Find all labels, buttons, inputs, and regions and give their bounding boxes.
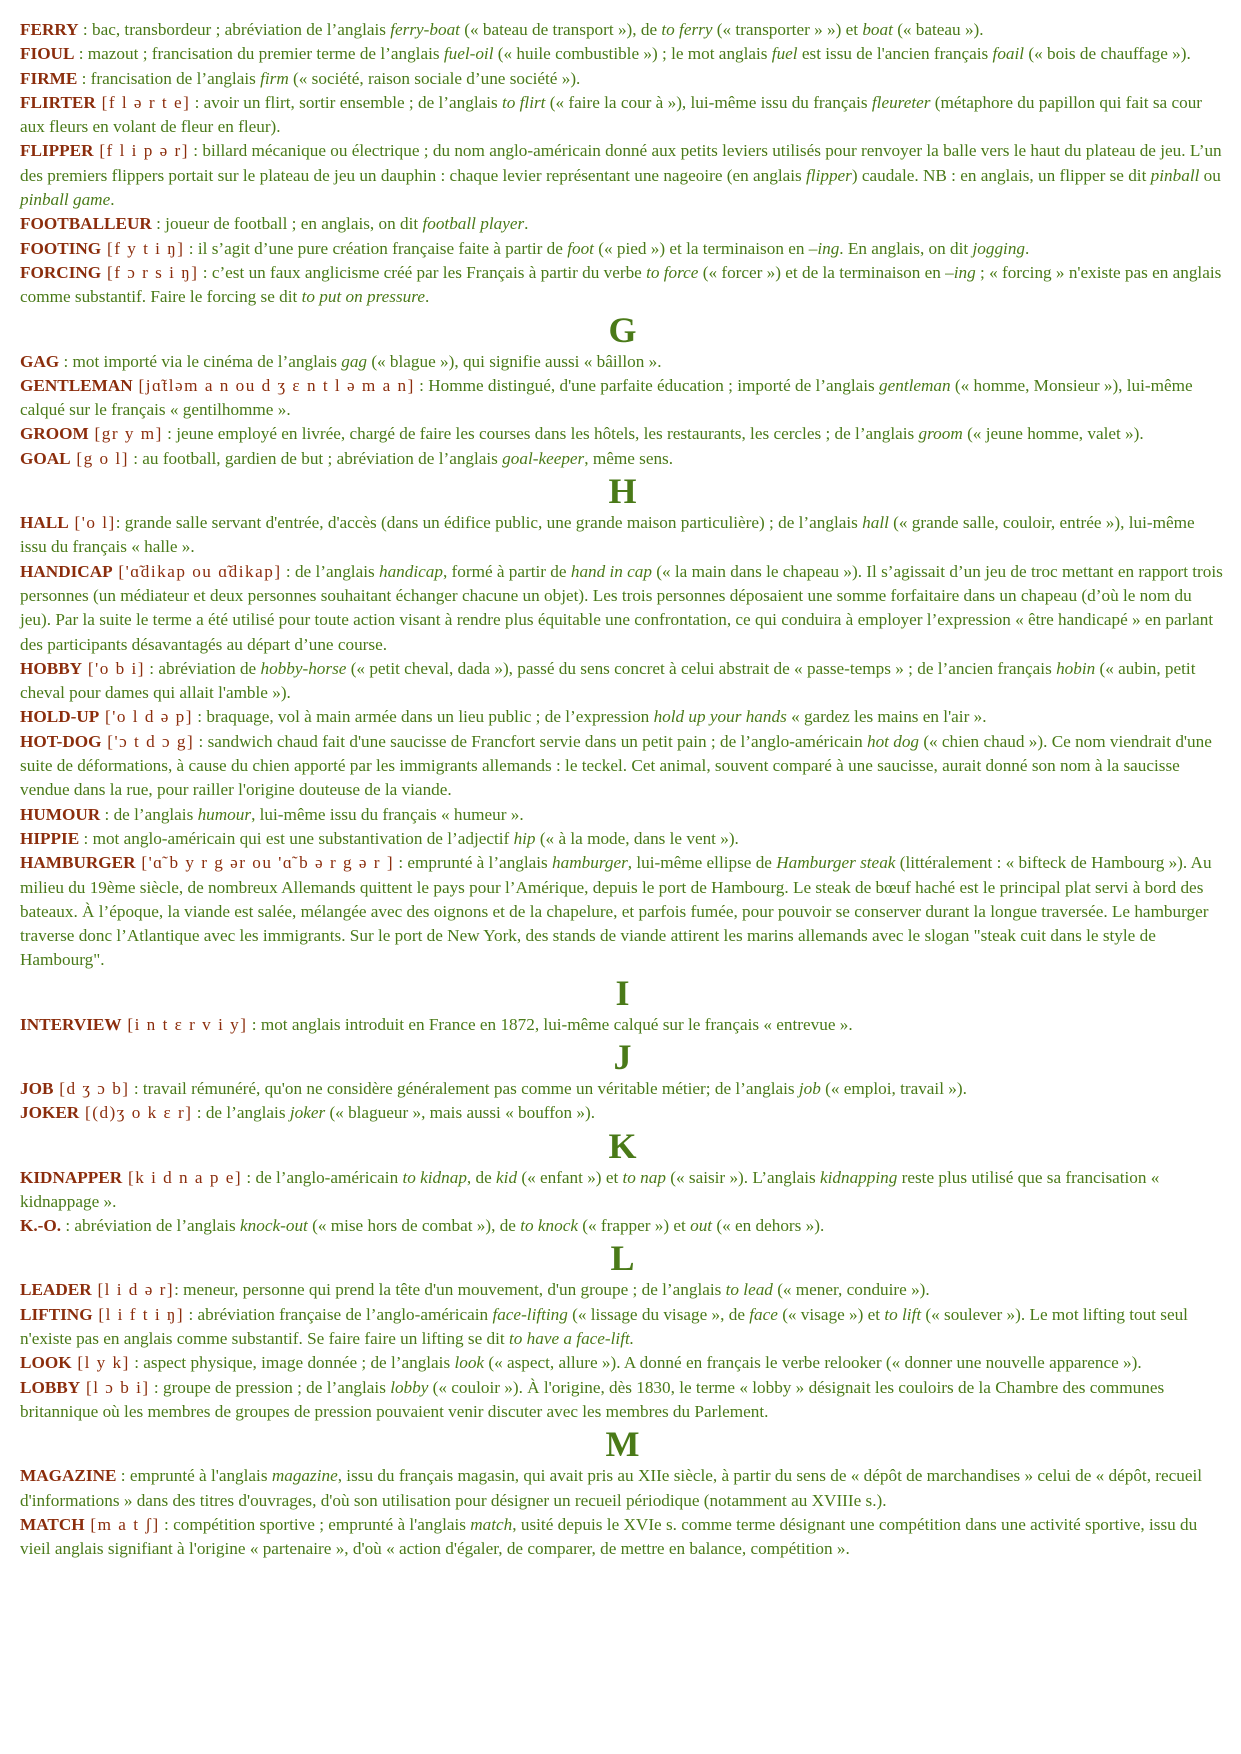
glossary-entry <box>20 139 1225 212</box>
entry-definition-text: : francisation de l’anglais <box>77 68 261 88</box>
glossary-entry <box>20 1278 1225 1302</box>
entry-definition-text: . <box>524 214 529 234</box>
entry-definition-text: : braquage, vol à main armée dans un lieu public ; de l’expression <box>192 707 654 727</box>
entry-definition-text: (« blague »), qui signifie aussi « bâillon ». <box>367 351 662 371</box>
entry-definition-text: : emprunté à l'anglais <box>116 1466 272 1486</box>
entry-headword: GENTLEMAN <box>20 375 133 395</box>
entry-definition-text: (« aubin, petit cheval pour dames qui allait l'amble »). <box>20 658 1196 703</box>
entry-italic-term: foail <box>992 44 1025 64</box>
entry-headword: K.-O. <box>20 1216 62 1236</box>
entry-headword: KIDNAPPER <box>20 1167 123 1187</box>
glossary-entry <box>20 511 1225 560</box>
entry-definition-text: : joueur de football ; en anglais, on dit <box>151 214 423 234</box>
entry-definition-text: « gardez les mains en l'air ». <box>786 707 987 727</box>
entry-definition-text: : avoir un flirt, sortir ensemble ; de l’anglais <box>190 92 502 112</box>
entry-definition-text: (métaphore du papillon qui fait sa cour aux fleurs en volant de fleur en fleur). <box>20 92 1203 137</box>
entry-italic-term: hobin <box>1056 658 1096 678</box>
glossary-entry <box>20 1101 1225 1125</box>
entry-italic-term: to have a face-lift. <box>509 1329 635 1349</box>
entry-definition-text: : c’est un faux anglicisme créé par les Français à partir du verbe <box>198 262 647 282</box>
section-letter: L <box>610 1238 635 1279</box>
glossary-entry <box>20 730 1225 803</box>
entry-italic-term: lobby <box>390 1377 429 1397</box>
entry-definition-text: : jeune employé en livrée, chargé de faire les courses dans les hôtels, les restaurants, les cercles ; de l’anglais <box>162 424 919 444</box>
entry-italic-term: kidnapping <box>820 1167 898 1187</box>
section-letter: H <box>608 471 637 512</box>
entry-definition-text: : de l’anglo-américain <box>242 1167 403 1187</box>
entry-definition-text: , lui-même issu du français « humeur ». <box>251 804 524 824</box>
entry-italic-term: face <box>749 1304 778 1324</box>
entry-headword: LOOK <box>20 1353 72 1373</box>
glossary-entry <box>20 1464 1225 1513</box>
entry-pronunciation: [(d)ʒ o k ɛ r] <box>79 1103 193 1123</box>
entry-definition-text: (« frapper ») et <box>577 1216 691 1236</box>
entry-definition-text: , même sens. <box>584 448 674 468</box>
glossary-entry <box>20 705 1225 729</box>
entry-italic-term: humour <box>197 804 252 824</box>
entry-definition-text: est issu de l'ancien français <box>797 44 993 64</box>
glossary-entry <box>20 1513 1225 1562</box>
entry-italic-term: pinball game <box>20 190 111 210</box>
entry-italic-term: ferry-boat <box>390 20 460 39</box>
entry-italic-term: to kidnap <box>402 1167 467 1187</box>
entry-definition-text: (« homme, Monsieur »), lui-même calqué sur le français « gentilhomme ». <box>20 375 1193 420</box>
glossary-entry <box>20 422 1225 446</box>
entry-pronunciation: [l i d ə r] <box>91 1280 175 1300</box>
entry-headword: INTERVIEW <box>20 1014 122 1034</box>
entry-definition-text: , de <box>466 1167 497 1187</box>
entry-definition-text: (« huile combustible ») ; le mot anglais <box>493 44 772 64</box>
entry-italic-term: Hamburger steak <box>776 853 896 873</box>
glossary-entry <box>20 1077 1225 1101</box>
entry-italic-term: to nap <box>622 1167 666 1187</box>
entry-definition-text: (« aspect, allure »). A donné en français le verbe relooker (« donner une nouvelle apparence »). <box>484 1353 1142 1373</box>
entry-italic-term: to lead <box>725 1280 773 1300</box>
glossary-entry <box>20 212 1225 236</box>
entry-definition-text: : mot importé via le cinéma de l’anglais <box>59 351 342 371</box>
entry-italic-term: fleureter <box>871 92 931 112</box>
entry-definition-text: (« enfant ») et <box>517 1167 623 1187</box>
entry-italic-term: look <box>454 1353 485 1373</box>
entry-headword: HOBBY <box>20 658 83 678</box>
entry-pronunciation: [m a t ʃ] <box>84 1514 160 1534</box>
entry-definition-text: : groupe de pression ; de l’anglais <box>149 1377 391 1397</box>
entry-definition-text: : emprunté à l’anglais <box>394 853 553 873</box>
entry-italic-term: to lift <box>884 1304 922 1324</box>
glossary-entry <box>20 261 1225 310</box>
entry-italic-term: hand in cap <box>570 561 652 581</box>
entry-italic-term: foot <box>567 238 594 258</box>
entry-italic-term: to put on pressure <box>301 287 425 307</box>
glossary-entry <box>20 657 1225 706</box>
glossary-entry <box>20 91 1225 140</box>
entry-definition-text: (« couloir »). À l'origine, dès 1830, le terme « lobby » désignait les couloirs de la Chambre des communes britannique où les membres de groupes de pression pouvaient venir discuter avec les membres du Parlement. <box>20 1377 1165 1421</box>
glossary-entry <box>20 18 1225 42</box>
glossary-entry <box>20 350 1225 374</box>
entry-italic-term: goal-keeper <box>502 448 585 468</box>
entry-definition-text: (« transporter » ») et <box>712 20 863 39</box>
entry-headword: GOAL <box>20 448 71 468</box>
entry-pronunciation: ['o l] <box>68 513 116 533</box>
entry-definition-text: : sandwich chaud fait d'une saucisse de Francfort servie dans un petit pain ; de l’anglo-américain <box>194 731 867 751</box>
entry-definition-text: : mot anglais introduit en France en 1872, lui-même calqué sur le français « entrevue ». <box>247 1014 853 1034</box>
entry-italic-term: jogging <box>972 238 1026 258</box>
entry-pronunciation: [g o l] <box>70 448 129 468</box>
entry-headword: FOOTING <box>20 238 102 258</box>
entry-headword: HALL <box>20 513 69 533</box>
entry-italic-term: fuel-oil <box>443 44 494 64</box>
entry-italic-term: boat <box>862 20 893 39</box>
entry-pronunciation: [f l i p ə r] <box>93 141 189 161</box>
entry-definition-text: , issu du français magasin, qui avait pris au XIIe siècle, à partir du sens de « dépôt de marchandises » celui de « dépôt, recueil d'informations » dans des titres d'ouvrages, d'où son utilisation pour désigner un recueil périodique (notamment au XVIIIe s.). <box>20 1466 1203 1510</box>
entry-definition-text: ; « forcing » n'existe pas en anglais comme substantif. Faire le forcing se dit <box>20 262 1222 307</box>
entry-definition-text: : aspect physique, image donnée ; de l’anglais <box>129 1353 455 1373</box>
entry-definition-text: : abréviation de l’anglais <box>61 1216 241 1236</box>
entry-italic-term: to knock <box>520 1216 578 1236</box>
entry-headword: MATCH <box>20 1514 85 1534</box>
entry-definition-text: (« société, raison sociale d’une société »). <box>288 68 581 88</box>
entry-definition-text: : abréviation française de l’anglo-américain <box>184 1304 493 1324</box>
entry-definition-text: . <box>110 190 115 210</box>
entry-italic-term: hip <box>513 828 536 848</box>
entry-pronunciation: [l i f t i ŋ] <box>92 1304 185 1324</box>
entry-italic-term: hold up your hands <box>653 707 787 727</box>
entry-headword: HIPPIE <box>20 828 80 848</box>
entry-definition-text: (« petit cheval, dada »), passé du sens concret à celui abstrait de « passe-temps » ; de l’ancien français <box>346 658 1057 678</box>
entry-pronunciation: [l ɔ b i] <box>80 1377 150 1397</box>
glossary-page <box>20 18 1225 1561</box>
entry-pronunciation: [f ɔ r s i ŋ] <box>101 262 199 282</box>
entry-pronunciation: [gr y m] <box>88 424 163 444</box>
glossary-entry <box>20 803 1225 827</box>
entry-italic-term: face-lifting <box>492 1304 568 1324</box>
glossary-entry <box>20 851 1225 972</box>
entry-italic-term: hamburger <box>552 853 628 873</box>
entry-definition-text: : mazout ; francisation du premier terme de l’anglais <box>74 44 444 64</box>
entry-definition-text: : de l’anglais <box>100 804 198 824</box>
entry-definition-text: : de l’anglais <box>281 561 379 581</box>
entry-italic-term: match <box>470 1514 513 1534</box>
entry-definition-text: : il s’agit d’une pure création française faite à partir de <box>184 238 568 258</box>
entry-definition-text: (« lissage du visage », de <box>567 1304 750 1324</box>
entry-italic-term: knock-out <box>240 1216 308 1236</box>
entry-definition-text: (« en dehors »). <box>712 1216 825 1236</box>
entry-italic-term: gentleman <box>879 375 951 395</box>
entry-definition-text: , lui-même ellipse de <box>627 853 777 873</box>
glossary-entry <box>20 374 1225 423</box>
entry-italic-term: to flirt <box>501 92 546 112</box>
entry-definition-text: . En anglais, on dit <box>839 238 973 258</box>
entry-definition-text: (littéralement : « bifteck de Hambourg »). Au milieu du 19ème siècle, de nombreux Allemands quittent le pays pour l’Amérique, depuis le port de Hambourg. Le steak de bœuf haché est le principal plat servi à bord des bateaux. À l’époque, la viande est salée, mélangée avec des oignons et de la chapelure, et parfois fumée, pour pouvoir se conserver durant la longue traversée. Le hamburger traverse donc l’Atlantique avec les immigrants. Sur le port de New York, des stands de viande attirent les marins allemands avec le slogan "steak cuit dans le style de Hambourg". <box>20 853 1212 970</box>
entry-italic-term: hall <box>862 513 889 533</box>
section-letter: I <box>615 972 630 1013</box>
entry-definition-text: (« bateau de transport »), de <box>459 20 662 39</box>
entry-definition-text: (« jeune homme, valet »). <box>962 424 1144 444</box>
entry-definition-text: : meneur, personne qui prend la tête d'un mouvement, d'un groupe ; de l’anglais <box>174 1280 726 1300</box>
entry-definition-text: . <box>1025 238 1030 258</box>
entry-italic-term: football player <box>422 214 525 234</box>
entry-definition-text: (« bateau »). <box>892 20 984 39</box>
entry-headword: LIFTING <box>20 1304 93 1324</box>
entry-definition-text: : mot anglo-américain qui est une substantivation de l’adjectif <box>79 828 514 848</box>
entry-headword: FLIRTER <box>20 92 96 112</box>
entry-headword: GAG <box>20 351 60 371</box>
entry-definition-text: : au football, gardien de but ; abréviation de l’anglais <box>128 448 503 468</box>
entry-definition-text: : de l’anglais <box>192 1103 290 1123</box>
entry-definition-text: : grande salle servant d'entrée, d'accès (dans un édifice public, une grande maison particulière) ; de l’anglais <box>115 513 863 533</box>
entry-pronunciation: [k i d n a p e] <box>122 1167 243 1187</box>
entry-pronunciation: [d ʒ ɔ b] <box>53 1078 130 1098</box>
entry-pronunciation: ['ɔ t d ɔ g] <box>101 731 195 751</box>
entry-definition-text: (« forcer ») et de la terminaison en – <box>698 262 954 282</box>
entry-definition-text: (« bois de chauffage »). <box>1024 44 1191 64</box>
entry-definition-text: , usité depuis le XVIe s. comme terme désignant une compétition dans une activité sportive, issu du vieil anglais signifiant à l'origine « partenaire », d'où « action d'égaler, de comparer, de mettre en balance, compétition ». <box>20 1514 1198 1559</box>
entry-headword: LOBBY <box>20 1377 81 1397</box>
entry-definition-text: (« faire la cour à »), lui-même issu du français <box>545 92 872 112</box>
entry-pronunciation: ['ɑ̃dikap ou ɑ̃dikap] <box>112 561 282 581</box>
entry-pronunciation: [i n t ɛ r v i y] <box>121 1014 248 1034</box>
entry-italic-term: job <box>798 1078 821 1098</box>
entry-definition-text: : abréviation de <box>144 658 261 678</box>
section-letter: G <box>608 309 637 350</box>
entry-headword: FIRME <box>20 68 78 88</box>
entry-definition-text: (« soulever »). Le mot lifting tout seul n'existe pas en anglais comme substantif. Se faire faire un lifting se dit <box>20 1304 1188 1349</box>
entry-italic-term: pinball <box>1150 165 1200 185</box>
entry-pronunciation: [jɑ̃tləm a n ou d ʒ ɛ n t l ə m a n] <box>132 375 415 395</box>
glossary-entry <box>20 237 1225 261</box>
entry-definition-text: ou <box>1199 165 1221 185</box>
entry-definition-text: : bac, transbordeur ; abréviation de l’anglais <box>78 20 391 39</box>
entry-definition-text: : compétition sportive ; emprunté à l'anglais <box>159 1514 471 1534</box>
entry-italic-term: to ferry <box>661 20 713 39</box>
entry-definition-text: (« chien chaud »). Ce nom viendrait d'une suite de déformations, à cause du chien apporté par les immigrants allemands : le teckel. Cet animal, souvent comparé à une saucisse, aurait donné son nom à la saucisse vendue dans la rue, pour railler l'origine douteuse de la viande. <box>20 731 1212 800</box>
section-letter: M <box>605 1424 640 1465</box>
section-letter: K <box>608 1125 637 1166</box>
entry-headword: HAMBURGER <box>20 853 136 873</box>
entry-headword: HUMOUR <box>20 804 101 824</box>
entry-definition-text: reste plus utilisé que sa francisation « kidnappage ». <box>20 1167 1160 1211</box>
entry-italic-term: handicap <box>378 561 443 581</box>
entry-definition-text: (« emploi, travail »). <box>820 1078 967 1098</box>
entry-italic-term: firm <box>260 68 289 88</box>
glossary-entry <box>20 1376 1225 1425</box>
entry-italic-term: hobby-horse <box>260 658 347 678</box>
entry-definition-text: , formé à partir de <box>442 561 571 581</box>
entry-italic-term: hot dog <box>866 731 920 751</box>
entry-definition-text: (« blagueur », mais aussi « bouffon »). <box>325 1103 596 1123</box>
entry-headword: JOB <box>20 1078 54 1098</box>
entry-italic-term: ing <box>817 238 840 258</box>
entry-headword: FLIPPER <box>20 141 94 161</box>
glossary-entry <box>20 1166 1225 1215</box>
entry-italic-term: magazine <box>271 1466 338 1486</box>
entry-italic-term: to force <box>646 262 699 282</box>
entry-definition-text: (« la main dans le chapeau »). Il s’agissait d’un jeu de troc mettant en rapport trois personnes (un médiateur et deux personnes souhaitant échanger chacune un objet). Les trois personnes déposaient une somme forfaitaire dans un chapeau (d’où le nom du jeu). Par la suite le terme a été utilisé pour toute action visant à rendre plus équitable une confrontation, ce qui conduira à employer l’expression « être handicapé » en parlant des participants désavantagés au départ d’une course. <box>20 561 1223 654</box>
entry-headword: LEADER <box>20 1280 92 1300</box>
glossary-entry <box>20 67 1225 91</box>
entry-definition-text: : Homme distingué, d'une parfaite éducation ; importé de l’anglais <box>414 375 879 395</box>
entry-headword: MAGAZINE <box>20 1466 117 1486</box>
entry-definition-text: (« visage ») et <box>777 1304 885 1324</box>
glossary-entry <box>20 1303 1225 1352</box>
entry-definition-text: (« mise hors de combat »), de <box>307 1216 521 1236</box>
entry-definition-text: ) caudale. NB : en anglais, un flipper se dit <box>851 165 1151 185</box>
glossary-entry <box>20 1351 1225 1375</box>
entry-definition-text: : billard mécanique ou électrique ; du nom anglo-américain donné aux petits leviers utilisés pour renvoyer la balle vers le haut du plateau de jeu. L’un des premiers flippers portait sur le plateau de jeu un dauphin : chaque levier représentant une nageoire (en anglais <box>20 141 1222 185</box>
entry-italic-term: fuel <box>771 44 798 64</box>
entry-pronunciation: [f l ə r t e] <box>95 92 191 112</box>
entry-pronunciation: ['o b i] <box>82 658 145 678</box>
entry-headword: GROOM <box>20 424 89 444</box>
entry-italic-term: flipper <box>806 165 852 185</box>
entry-headword: HANDICAP <box>20 561 113 581</box>
entry-headword: FIOUL <box>20 44 75 64</box>
glossary-entry <box>20 827 1225 851</box>
entry-italic-term: out <box>690 1216 713 1236</box>
entry-definition-text: (« mener, conduire »). <box>772 1280 930 1300</box>
entry-definition-text: (« grande salle, couloir, entrée »), lui-même issu du français « halle ». <box>20 513 1195 557</box>
entry-definition-text: (« à la mode, dans le vent »). <box>535 828 739 848</box>
section-letter: J <box>613 1036 632 1077</box>
entry-headword: FORCING <box>20 262 102 282</box>
entry-definition-text: (« saisir »). L’anglais <box>665 1167 820 1187</box>
entry-pronunciation: [f y t i ŋ] <box>101 238 185 258</box>
entry-headword: HOT-DOG <box>20 731 102 751</box>
entry-pronunciation: ['o l d ə p] <box>99 707 193 727</box>
entry-italic-term: groom <box>918 424 963 444</box>
entry-definition-text: . <box>424 287 430 307</box>
entry-definition-text: : travail rémunéré, qu'on ne considère généralement pas comme un véritable métier; de l’anglais <box>129 1078 799 1098</box>
glossary-entry <box>20 447 1225 471</box>
entry-headword: FERRY <box>20 20 79 39</box>
glossary-entry <box>20 1214 1225 1238</box>
entry-definition-text: (« pied ») et la terminaison en – <box>593 238 818 258</box>
glossary-entry <box>20 1013 1225 1037</box>
entry-italic-term: ing <box>953 262 976 282</box>
entry-headword: HOLD-UP <box>20 707 100 727</box>
entry-pronunciation: [l y k] <box>71 1353 130 1373</box>
entry-headword: JOKER <box>20 1103 80 1123</box>
entry-pronunciation: ['ɑ̃ b y r g ər ou 'ɑ̃ b ə r g ə r ] <box>135 853 395 873</box>
entry-headword: FOOTBALLEUR <box>20 214 152 234</box>
glossary-entry <box>20 42 1225 66</box>
entry-italic-term: joker <box>289 1103 326 1123</box>
entry-italic-term: kid <box>496 1167 518 1187</box>
entry-italic-term: gag <box>341 351 368 371</box>
glossary-entry <box>20 560 1225 657</box>
